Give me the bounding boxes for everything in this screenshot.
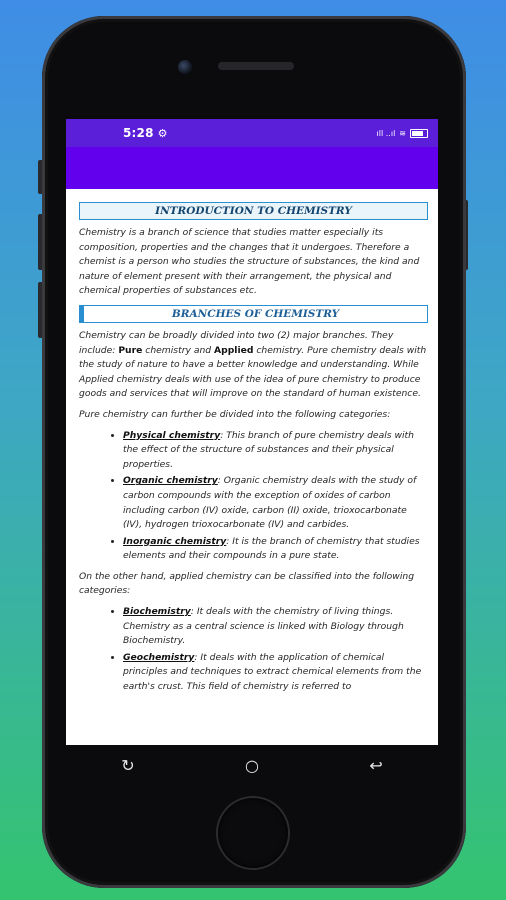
phone-screen	[66, 119, 438, 745]
list-item	[123, 429, 428, 473]
status-bar	[66, 119, 438, 147]
applied-list	[79, 605, 428, 695]
branches-paragraph	[79, 329, 428, 402]
navigation-bar	[66, 745, 438, 785]
document-content[interactable]	[66, 189, 438, 695]
list-item-term: Organic chemistry	[123, 475, 218, 487]
list-item-term: Inorganic chemistry	[123, 535, 227, 547]
earpiece-speaker	[218, 62, 294, 70]
branches-text-c: chemistry. Pure chemistry deals with the study of nature to have a better knowledge and understanding. While Applied chemistry deals with use of the idea of pure chemistry to produce goods and services that will improve on the standard of human existence.	[79, 344, 427, 400]
intro-paragraph: Chemistry is a branch of science that studies matter especially its composition, properties and the changes that it undergoes. Therefore a chemist is a person who studies the structure of substances, the kind and nature of element present with their arrangement, the physical and chemical properties of substances etc.	[79, 227, 420, 297]
back-icon[interactable]: ↩	[369, 755, 383, 775]
physical-home-button	[218, 798, 288, 868]
list-item	[123, 651, 428, 695]
list-item-desc: : It deals with the application of chemical principles and techniques to extract chemical elements from the earth's crust. This field of chemistry is referred to	[123, 651, 422, 693]
list-item	[123, 605, 428, 649]
list-item-desc: : This branch of pure chemistry deals with the effect of the structure of substances and their physical properties.	[123, 429, 414, 470]
wifi-icon: ≋	[399, 128, 406, 138]
list-item-desc: : Organic chemistry deals with the study of carbon compounds with the exception of oxides of carbon including carbon (IV) oxide, carbon (II) oxide, trioxocarbonate (IV), hydrogen trioxocarbonate (IV) and carbides.	[123, 475, 417, 531]
list-item	[123, 535, 428, 564]
applied-intro: On the other hand, applied chemistry can be classified into the following categories:	[79, 570, 415, 597]
list-item-term: Geochemistry	[123, 651, 195, 663]
list-item-desc: : It deals with the chemistry of living things. Chemistry as a central science is linked with Biology through Biochemistry.	[123, 606, 404, 647]
front-camera	[178, 60, 192, 74]
app-bar	[66, 147, 438, 189]
list-item-desc: : It is the branch of chemistry that studies elements and their compounds in a pure state.	[123, 535, 420, 562]
signal-icon: ıll ..ıl	[376, 128, 396, 138]
pure-list	[79, 429, 428, 564]
status-time: 5:28	[123, 126, 154, 140]
branches-text-b: chemistry and	[142, 344, 215, 356]
pure-intro: Pure chemistry can further be divided into the following categories:	[79, 408, 391, 420]
settings-gear-icon: ⚙	[157, 126, 168, 140]
list-item-term: Physical chemistry	[123, 429, 221, 441]
intro-heading: INTRODUCTION TO CHEMISTRY	[79, 202, 428, 220]
list-item	[123, 474, 428, 532]
home-icon[interactable]: ○	[245, 755, 259, 775]
status-right	[377, 129, 428, 138]
recent-apps-icon[interactable]: ↻	[121, 755, 135, 775]
pure-term: Pure	[118, 344, 143, 356]
applied-term: Applied	[214, 344, 254, 356]
branches-text-a: Chemistry can be broadly divided into two (2) major branches. They include:	[79, 329, 394, 356]
battery-icon	[410, 129, 428, 138]
branches-heading: BRANCHES OF CHEMISTRY	[79, 305, 428, 323]
list-item-term: Biochemistry	[123, 606, 191, 618]
